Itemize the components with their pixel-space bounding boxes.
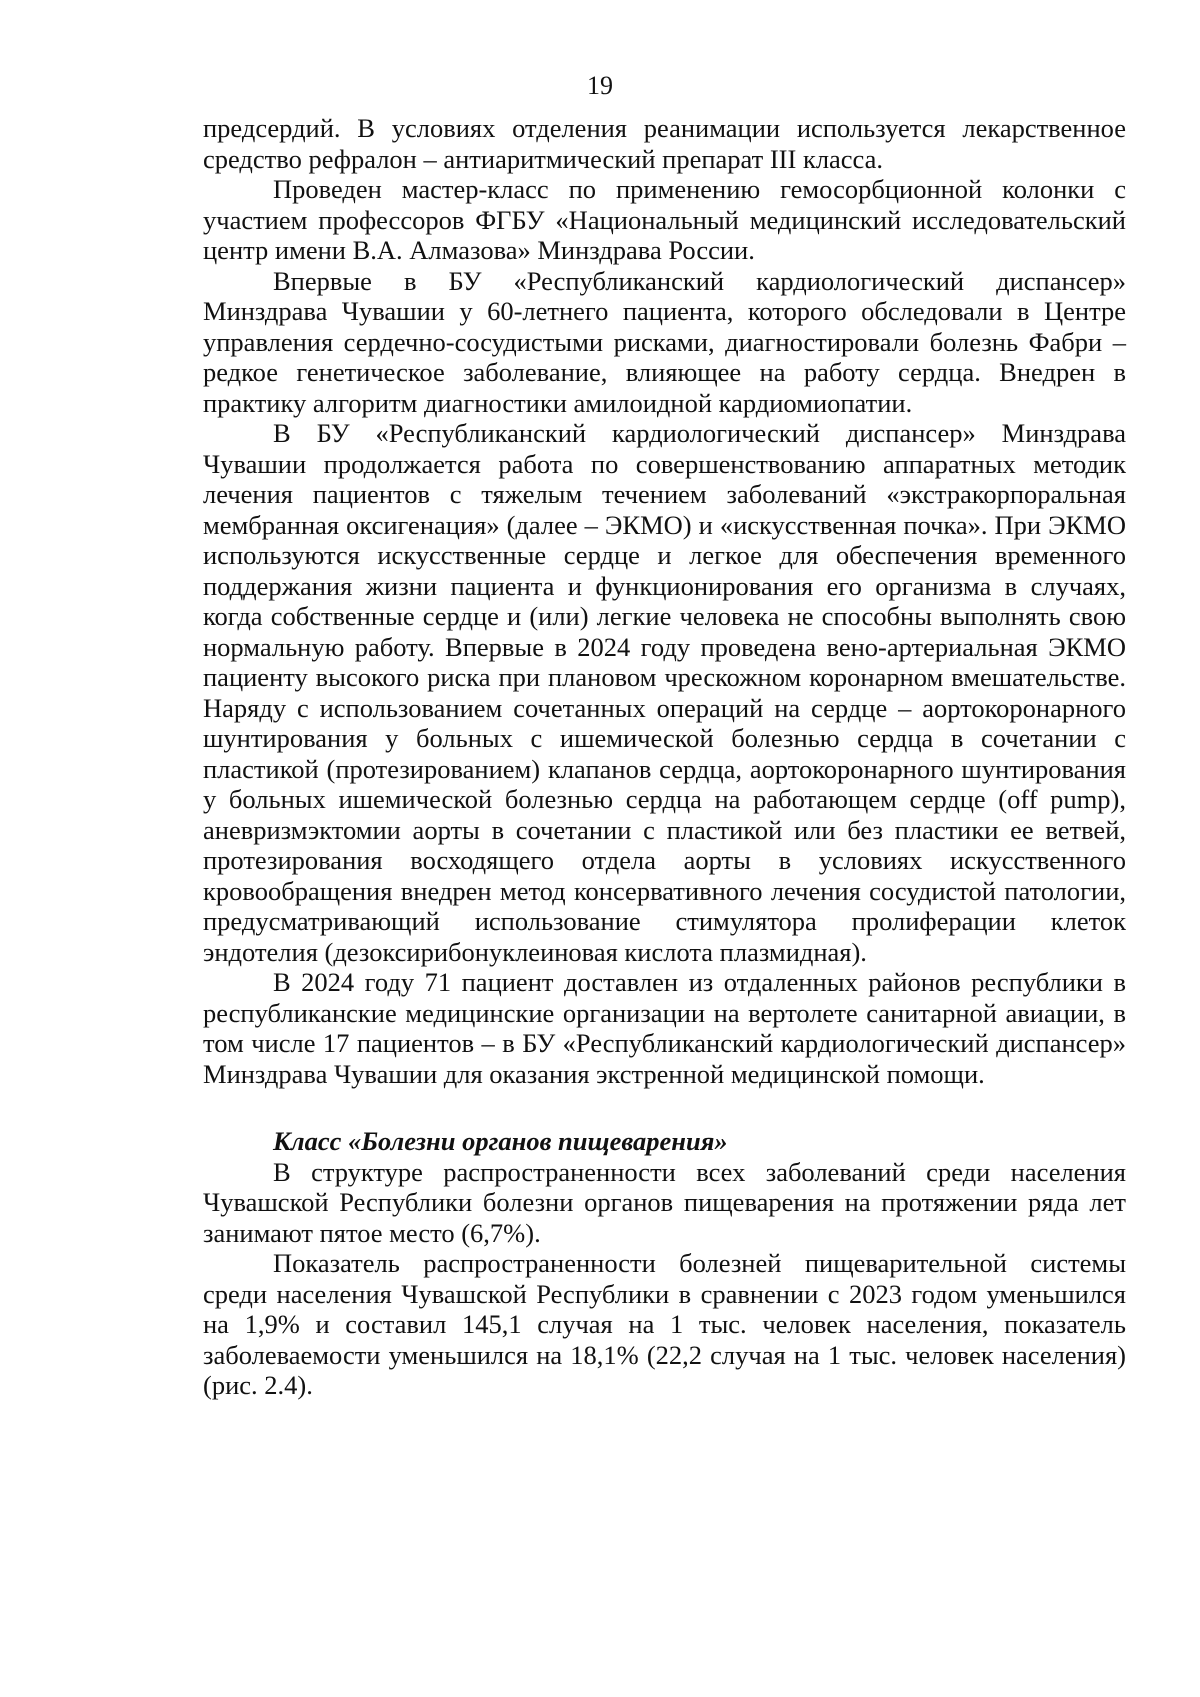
paragraph-digestive-structure: В структуре распространенности всех заболеваний среди населения Чувашской Республики болезни органов пищеварения на протяжении ряда лет занимают пятое место (6,7%). [203,1156,1126,1248]
paragraph-master-class: Проведен мастер-класс по применению гемосорбционной колонки с участием профессоров ФГБУ «Национальный медицинский исследовательский центр имени В.А. Алмазова» Минздрава России. [203,174,1126,265]
paragraph-ecmo: В БУ «Республиканский кардиологический диспансер» Минздрава Чувашии продолжается работа по совершенствованию аппаратных методик лечения пациентов с тяжелым течением заболеваний «экстракорпоральная мембранная оксигенация» (далее – ЭКМО) и «искусственная почка». При ЭКМО используются искусственные сердце и легкое для обеспечения временного поддержания жизни пациента и функционирования его организма в случаях, когда собственные сердце и (или) легкие человека не способны выполнять свою нормальную работу. Впервые в 2024 году проведена вено-артериальная ЭКМО пациенту высокого риска при плановом чрескожном коронарном вмешательстве. Наряду с использованием сочетанных операций на сердце – аортокоронарного шунтирования у больных с ишемической болезнью сердца в сочетании с пластикой (протезированием) клапанов сердца, аортокоронарного шунтирования у больных ишемической болезнью сердца на работающем сердце (off pump), аневризмэктомии аорты в сочетании с пластикой или без пластики ее ветвей, протезирования восходящего отдела аорты в условиях искусственного кровообращения внедрен метод консервативного лечения сосудистой патологии, предусматривающий использование стимулятора пролиферации клеток эндотелия (дезоксирибонуклеиновая кислота плазмидная). [203,418,1126,967]
paragraph-air-ambulance: В 2024 году 71 пациент доставлен из отдаленных районов республики в республиканские медицинские организации на вертолете санитарной авиации, в том числе 17 пациентов – в БУ «Республиканский кардиологический диспансер» Минздрава Чувашии для оказания экстренной медицинской помощи. [203,967,1126,1089]
paragraph-continuation: предсердий. В условиях отделения реанимации используется лекарственное средство рефралон – антиаритмический препарат III класса. [203,113,1126,174]
paragraph-fabry-disease: Впервые в БУ «Республиканский кардиологический диспансер» Минздрава Чувашии у 60-летнего пациента, которого обследовали в Центре управления сердечно-сосудистыми рисками, диагностировали болезнь Фабри – редкое генетическое заболевание, влияющее на работу сердца. Внедрен в практику алгоритм диагностики амилоидной кардиомиопатии. [203,265,1126,418]
page-number: 19 [587,71,613,100]
paragraph-digestive-prevalence: Показатель распространенности болезней пищеварительной системы среди населения Чувашской Республики в сравнении с 2023 годом уменьшился на 1,9% и составил 145,1 случая на 1 тыс. человек населения, показатель заболеваемости уменьшился на 18,1% (22,2 случая на 1 тыс. человек населения) (рис. 2.4). [203,1248,1126,1400]
document-body [203,113,1126,1401]
section-heading: Класс «Болезни органов пищеварения» [273,1126,728,1156]
